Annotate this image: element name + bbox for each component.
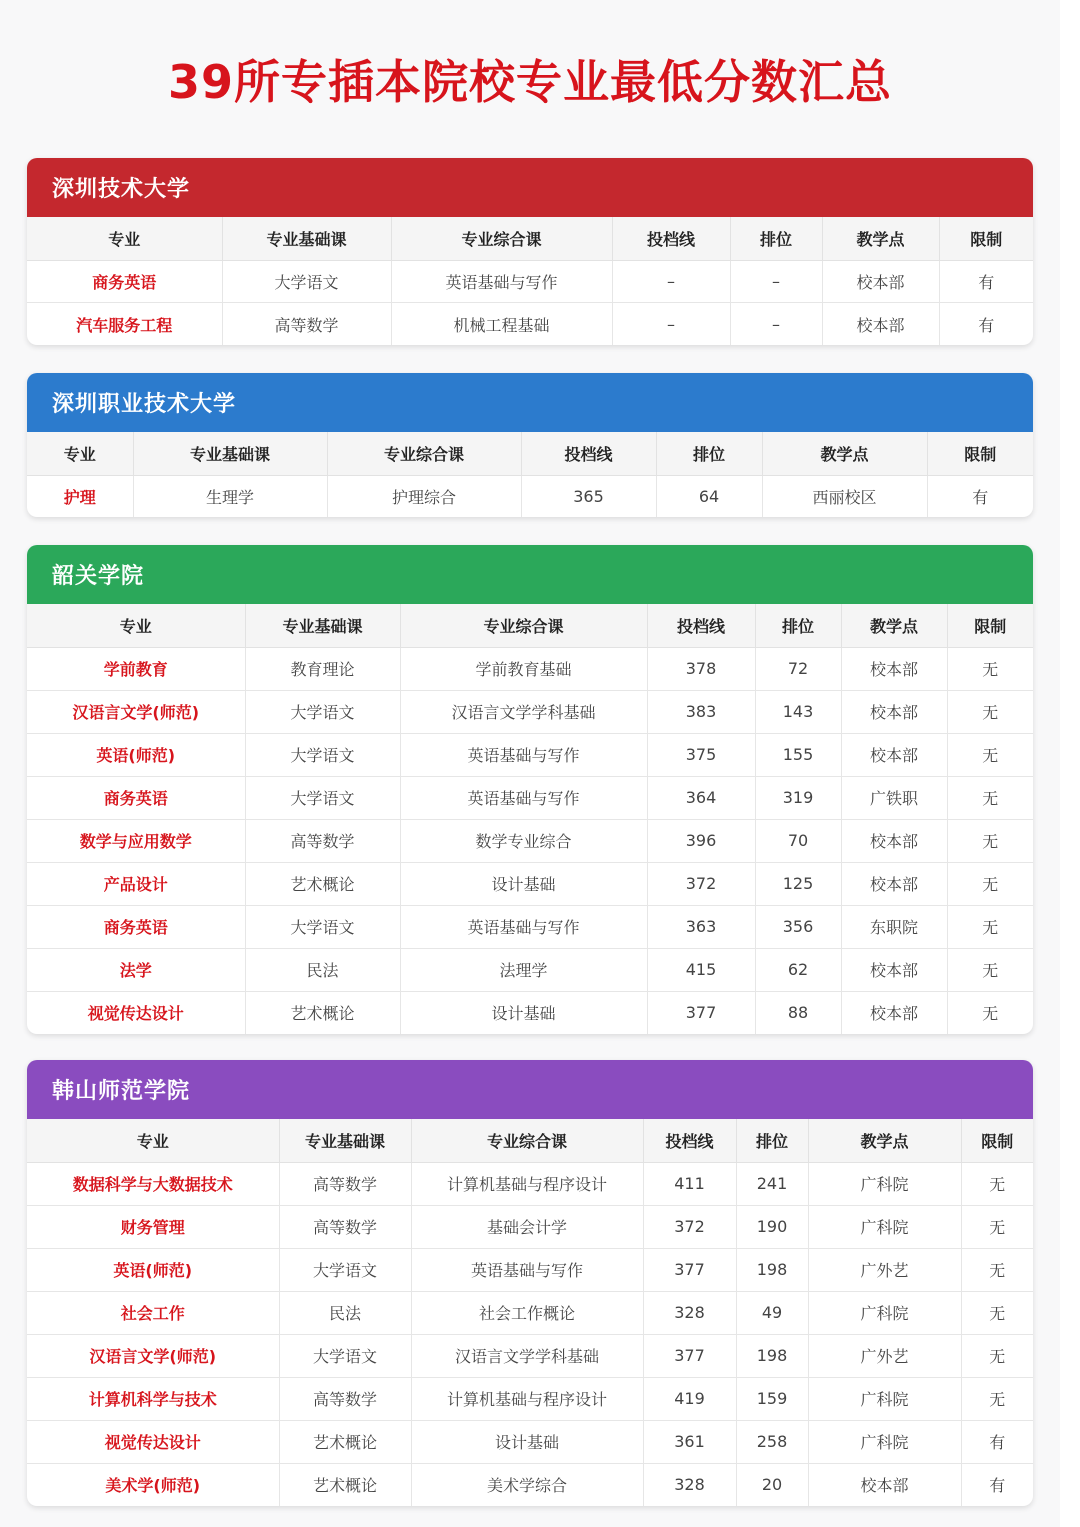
cell-rank: 70	[755, 819, 841, 862]
cell-restriction: 无	[947, 776, 1033, 819]
score-table	[27, 217, 1033, 345]
cell-base-course: 大学语文	[245, 776, 400, 819]
column-header-score-line: 投档线	[647, 604, 755, 647]
table-row	[27, 948, 1033, 991]
table-row	[27, 475, 1033, 517]
cell-rank: –	[730, 303, 822, 346]
cell-base-course: 大学语文	[245, 690, 400, 733]
cell-rank: 159	[736, 1377, 808, 1420]
cell-base-course: 高等数学	[279, 1162, 411, 1205]
cell-major: 视觉传达设计	[27, 991, 245, 1034]
cell-restriction: 无	[947, 862, 1033, 905]
cell-restriction: 无	[947, 819, 1033, 862]
column-header-base-course: 专业基础课	[222, 217, 391, 260]
column-header-rank: 排位	[656, 432, 762, 475]
cell-comprehensive-course: 计算机基础与程序设计	[411, 1377, 643, 1420]
cell-score-line: 378	[647, 647, 755, 690]
cell-campus: 校本部	[841, 647, 947, 690]
cell-campus: 西丽校区	[762, 475, 927, 517]
cell-campus: 广外艺	[808, 1334, 961, 1377]
cell-base-course: 高等数学	[279, 1205, 411, 1248]
cell-score-line: 375	[647, 733, 755, 776]
column-header-major: 专业	[27, 604, 245, 647]
cell-rank: 62	[755, 948, 841, 991]
school-name: 深圳技术大学	[27, 158, 1033, 217]
cell-campus: 广科院	[808, 1291, 961, 1334]
cell-campus: 校本部	[841, 862, 947, 905]
cell-comprehensive-course: 设计基础	[411, 1420, 643, 1463]
cell-comprehensive-course: 英语基础与写作	[400, 733, 647, 776]
table-row	[27, 647, 1033, 690]
cell-comprehensive-course: 设计基础	[400, 862, 647, 905]
table-header-row	[27, 217, 1033, 260]
table-row	[27, 862, 1033, 905]
table-row	[27, 776, 1033, 819]
cell-base-course: 民法	[245, 948, 400, 991]
cell-comprehensive-course: 设计基础	[400, 991, 647, 1034]
column-header-base-course: 专业基础课	[279, 1119, 411, 1162]
cell-restriction: 无	[961, 1205, 1033, 1248]
school-card	[27, 158, 1033, 345]
cell-major: 法学	[27, 948, 245, 991]
table-row	[27, 1420, 1033, 1463]
cell-score-line: 383	[647, 690, 755, 733]
column-header-campus: 教学点	[762, 432, 927, 475]
cell-score-line: 411	[643, 1162, 736, 1205]
column-header-rank: 排位	[736, 1119, 808, 1162]
cell-campus: 校本部	[822, 260, 939, 303]
cell-comprehensive-course: 护理综合	[327, 475, 521, 517]
cell-campus: 校本部	[841, 819, 947, 862]
cell-restriction: 无	[961, 1248, 1033, 1291]
cell-rank: 72	[755, 647, 841, 690]
cell-comprehensive-course: 英语基础与写作	[400, 905, 647, 948]
cell-base-course: 民法	[279, 1291, 411, 1334]
school-name: 韩山师范学院	[27, 1060, 1033, 1119]
cell-comprehensive-course: 法理学	[400, 948, 647, 991]
column-header-base-course: 专业基础课	[245, 604, 400, 647]
cell-rank: 198	[736, 1334, 808, 1377]
cell-score-line: 377	[643, 1334, 736, 1377]
school-card	[27, 545, 1033, 1034]
column-header-restriction: 限制	[961, 1119, 1033, 1162]
cell-restriction: 无	[961, 1377, 1033, 1420]
cell-rank: 125	[755, 862, 841, 905]
cell-campus: 校本部	[841, 690, 947, 733]
cell-rank: 319	[755, 776, 841, 819]
column-header-comprehensive-course: 专业综合课	[391, 217, 612, 260]
cell-major: 英语(师范)	[27, 733, 245, 776]
cell-score-line: 365	[521, 475, 656, 517]
cell-campus: 校本部	[808, 1463, 961, 1506]
table-row	[27, 690, 1033, 733]
cell-score-line: 363	[647, 905, 755, 948]
cell-rank: 258	[736, 1420, 808, 1463]
table-row	[27, 1291, 1033, 1334]
cell-rank: 49	[736, 1291, 808, 1334]
cell-major: 财务管理	[27, 1205, 279, 1248]
cell-comprehensive-course: 汉语言文学学科基础	[400, 690, 647, 733]
column-header-base-course: 专业基础课	[133, 432, 327, 475]
cell-major: 产品设计	[27, 862, 245, 905]
cell-major: 计算机科学与技术	[27, 1377, 279, 1420]
cell-restriction: 无	[947, 948, 1033, 991]
cell-rank: 190	[736, 1205, 808, 1248]
cell-base-course: 高等数学	[279, 1377, 411, 1420]
table-row	[27, 1248, 1033, 1291]
table-row	[27, 1334, 1033, 1377]
column-header-major: 专业	[27, 1119, 279, 1162]
cell-major: 商务英语	[27, 905, 245, 948]
cell-major: 社会工作	[27, 1291, 279, 1334]
cell-rank: 198	[736, 1248, 808, 1291]
table-row	[27, 819, 1033, 862]
cell-campus: 校本部	[841, 991, 947, 1034]
cell-comprehensive-course: 汉语言文学学科基础	[411, 1334, 643, 1377]
cell-major: 视觉传达设计	[27, 1420, 279, 1463]
cell-rank: 356	[755, 905, 841, 948]
cell-campus: 广科院	[808, 1377, 961, 1420]
cell-base-course: 艺术概论	[279, 1420, 411, 1463]
cell-restriction: 无	[961, 1162, 1033, 1205]
cell-restriction: 无	[982, 1004, 999, 1024]
cell-score-line: 372	[647, 862, 755, 905]
column-header-rank: 排位	[755, 604, 841, 647]
cell-campus: 校本部	[841, 948, 947, 991]
cell-major: 商务英语	[27, 776, 245, 819]
cell-restriction: 无	[947, 905, 1033, 948]
cell-campus: 广外艺	[808, 1248, 961, 1291]
cell-major: 学前教育	[27, 647, 245, 690]
column-header-comprehensive-course: 专业综合课	[411, 1119, 643, 1162]
cell-rank: 143	[755, 690, 841, 733]
cell-major: 英语(师范)	[27, 1248, 279, 1291]
cell-base-course: 生理学	[133, 475, 327, 517]
table-header-row	[27, 1119, 1033, 1162]
cell-restriction: 有	[989, 1476, 1006, 1496]
column-header-comprehensive-course: 专业综合课	[327, 432, 521, 475]
table-header-row	[27, 432, 1033, 475]
table-row	[27, 991, 1033, 1034]
cell-base-course: 艺术概论	[245, 991, 400, 1034]
column-header-campus: 教学点	[808, 1119, 961, 1162]
cell-base-course: 大学语文	[245, 733, 400, 776]
table-row	[27, 303, 1033, 346]
school-name: 韶关学院	[27, 545, 1033, 604]
cell-major: 汉语言文学(师范)	[27, 1334, 279, 1377]
cell-base-course: 教育理论	[245, 647, 400, 690]
cell-score-line: 361	[643, 1420, 736, 1463]
cell-rank: 20	[736, 1463, 808, 1506]
cell-major: 美术学(师范)	[27, 1463, 279, 1506]
cell-comprehensive-course: 美术学综合	[411, 1463, 643, 1506]
cell-base-course: 大学语文	[222, 260, 391, 303]
cell-major: 数学与应用数学	[27, 819, 245, 862]
column-header-major: 专业	[27, 217, 222, 260]
cell-campus: 东职院	[841, 905, 947, 948]
column-header-restriction: 限制	[927, 432, 1033, 475]
cell-comprehensive-course: 基础会计学	[411, 1205, 643, 1248]
column-header-score-line: 投档线	[521, 432, 656, 475]
cell-major: 数据科学与大数据技术	[27, 1162, 279, 1205]
cell-base-course: 大学语文	[245, 905, 400, 948]
cell-campus: 校本部	[841, 733, 947, 776]
cell-base-course: 艺术概论	[279, 1463, 411, 1506]
cell-comprehensive-course: 社会工作概论	[411, 1291, 643, 1334]
column-header-campus: 教学点	[841, 604, 947, 647]
cell-rank: 88	[755, 991, 841, 1034]
cell-score-line: 364	[647, 776, 755, 819]
cell-campus: 广科院	[808, 1162, 961, 1205]
cell-major: 护理	[27, 475, 133, 517]
cell-major: 汽车服务工程	[27, 303, 222, 346]
cell-score-line: 419	[643, 1377, 736, 1420]
cell-comprehensive-course: 数学专业综合	[400, 819, 647, 862]
cell-rank: 64	[656, 475, 762, 517]
cell-base-course: 高等数学	[222, 303, 391, 346]
column-header-major: 专业	[27, 432, 133, 475]
table-row	[27, 1377, 1033, 1420]
page-title: 39所专插本院校专业最低分数汇总	[167, 55, 892, 109]
table-row	[27, 1162, 1033, 1205]
cell-comprehensive-course: 英语基础与写作	[411, 1248, 643, 1291]
cell-comprehensive-course: 英语基础与写作	[400, 776, 647, 819]
score-table	[27, 1119, 1033, 1506]
cell-major: 汉语言文学(师范)	[27, 690, 245, 733]
cell-restriction: 无	[947, 690, 1033, 733]
cell-restriction: 无	[961, 1334, 1033, 1377]
cell-rank: 241	[736, 1162, 808, 1205]
column-header-restriction: 限制	[947, 604, 1033, 647]
cell-score-line: –	[612, 303, 730, 346]
cell-campus: 广科院	[808, 1205, 961, 1248]
cell-base-course: 艺术概论	[245, 862, 400, 905]
cell-base-course: 大学语文	[279, 1334, 411, 1377]
cell-score-line: 377	[643, 1248, 736, 1291]
column-header-rank: 排位	[730, 217, 822, 260]
cell-rank: 155	[755, 733, 841, 776]
school-card	[27, 373, 1033, 517]
cell-score-line: 396	[647, 819, 755, 862]
cell-major: 商务英语	[27, 260, 222, 303]
table-row	[27, 1205, 1033, 1248]
column-header-restriction: 限制	[939, 217, 1033, 260]
cell-score-line: 377	[647, 991, 755, 1034]
column-header-score-line: 投档线	[612, 217, 730, 260]
cell-restriction: 有	[978, 315, 995, 335]
cell-score-line: 328	[643, 1291, 736, 1334]
score-table	[27, 604, 1033, 1034]
cell-campus: 校本部	[822, 303, 939, 346]
table-row	[27, 733, 1033, 776]
school-name: 深圳职业技术大学	[27, 373, 1033, 432]
cell-campus: 广铁职	[841, 776, 947, 819]
cell-restriction: 有	[972, 487, 989, 507]
cell-score-line: 328	[643, 1463, 736, 1506]
cell-comprehensive-course: 学前教育基础	[400, 647, 647, 690]
school-card	[27, 1060, 1033, 1506]
cell-base-course: 高等数学	[245, 819, 400, 862]
cell-campus: 广科院	[808, 1420, 961, 1463]
cell-comprehensive-course: 机械工程基础	[391, 303, 612, 346]
cell-score-line: 415	[647, 948, 755, 991]
cell-score-line: 372	[643, 1205, 736, 1248]
cell-comprehensive-course: 英语基础与写作	[391, 260, 612, 303]
cell-comprehensive-course: 计算机基础与程序设计	[411, 1162, 643, 1205]
score-table	[27, 432, 1033, 517]
cell-score-line: –	[612, 260, 730, 303]
cell-restriction: 无	[947, 647, 1033, 690]
table-header-row	[27, 604, 1033, 647]
cell-base-course: 大学语文	[279, 1248, 411, 1291]
cell-restriction: 无	[961, 1291, 1033, 1334]
cell-restriction: 有	[961, 1420, 1033, 1463]
column-header-score-line: 投档线	[643, 1119, 736, 1162]
cell-restriction: 有	[939, 260, 1033, 303]
column-header-campus: 教学点	[822, 217, 939, 260]
column-header-comprehensive-course: 专业综合课	[400, 604, 647, 647]
table-row	[27, 905, 1033, 948]
cell-rank: –	[730, 260, 822, 303]
table-row	[27, 260, 1033, 303]
cell-restriction: 无	[947, 733, 1033, 776]
table-row	[27, 1463, 1033, 1506]
